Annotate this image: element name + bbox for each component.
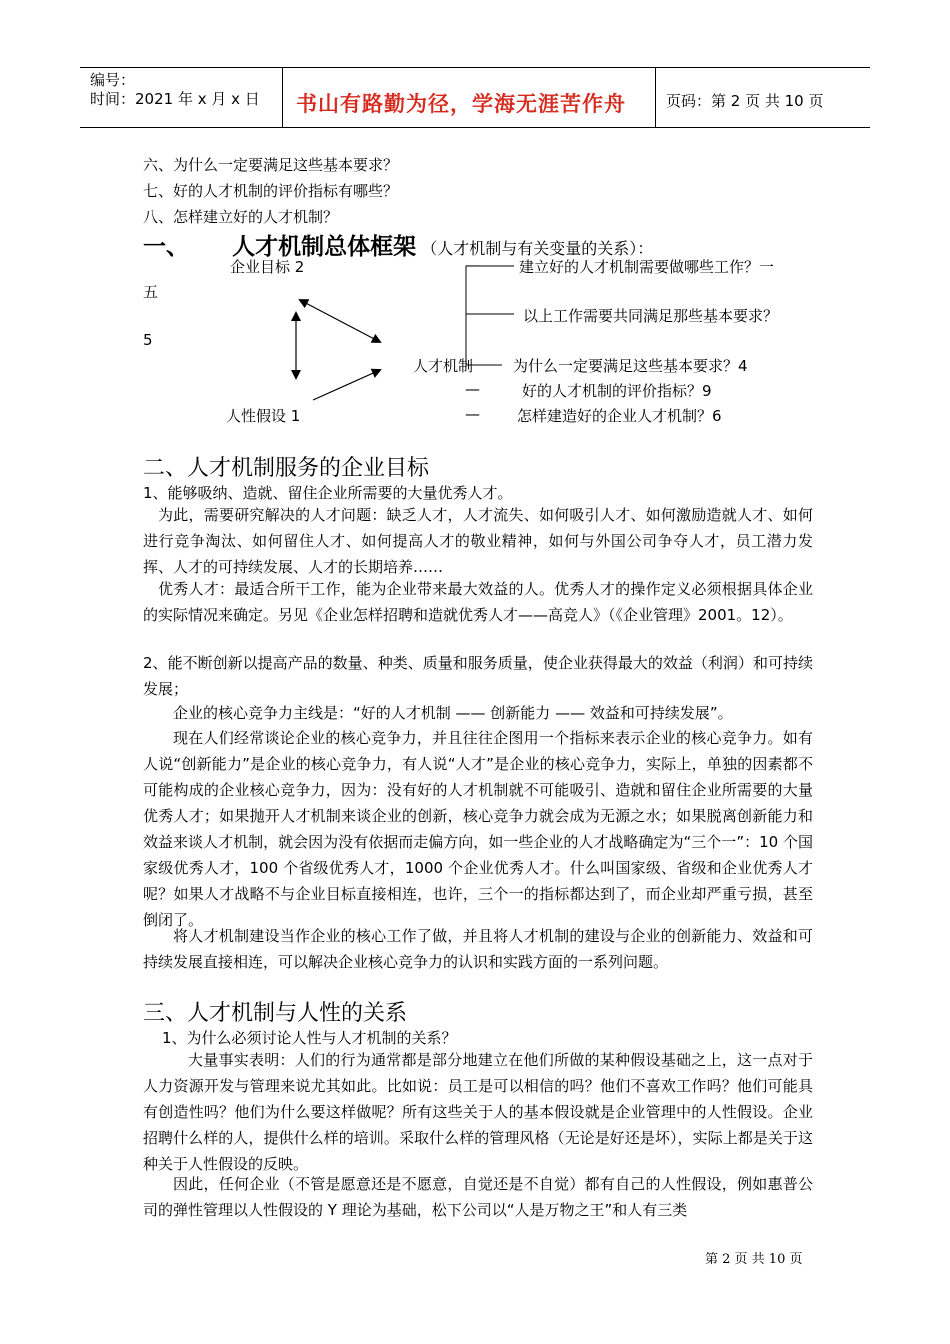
bracket-line	[466, 266, 514, 365]
question-6: 六、为什么一定要满足这些基本要求？	[143, 156, 399, 174]
question-8: 八、怎样建立好的人才机制？	[143, 208, 339, 226]
diagram-mechanism: 人才机制	[413, 357, 474, 375]
section3-p2: 因此，任何企业（不管是愿意还是不愿意，自觉还是不自觉）都有自己的人性假设，例如惠普公司的弹性管理以人性假设的 Y 理论为基础，松下公司以“人是万物之王”和人有三类	[143, 1175, 813, 1219]
diagram-item-3: 为什么一定要满足这些基本要求？4	[513, 357, 748, 375]
diagram-hypothesis: 人性假设 1	[226, 407, 301, 425]
section3-title: 三、人才机制与人性的关系	[143, 1001, 408, 1026]
time-label: 时间：2021 年 x 月 x 日	[90, 90, 260, 108]
section3-p1: 大量事实表明：人们的行为通常都是部分地建立在他们所做的某种假设基础之上，这一点对于人力资源开发与管理来说尤其如此。比如说：员工是可以相信的吗？他们不喜欢工作吗？他们可能具有创造性吗？他们为什么要这样做呢？所有这些关于人的基本假设就是企业管理中的人性假设。企业招聘什么样的人，提供什么样的培训。采取什么样的管理风格（无论是好还是坏），实际上都是关于这种关于人性假设的反映。	[143, 1051, 813, 1173]
diagram-goal: 企业目标 2	[230, 258, 305, 276]
arrow-hypothesis-mechanism	[313, 370, 380, 400]
question-7: 七、好的人才机制的评价指标有哪些？	[143, 182, 399, 200]
diagram-lines	[0, 0, 950, 450]
section2-p1: 1、能够吸纳、造就、留住企业所需要的大量优秀人才。	[143, 484, 513, 502]
diagram-item-1: 建立好的人才机制需要做哪些工作？一	[519, 258, 775, 276]
diagram-wu: 五	[143, 283, 159, 301]
page-code: 页码：第 2 页 共 10 页	[666, 92, 824, 110]
motto: 书山有路勤为径，学海无涯苦作舟	[296, 92, 626, 116]
diagram-dash-4: —	[465, 380, 480, 398]
section2-p2: 为此，需要研究解决的人才问题：缺乏人才，人才流失、如何吸引人才、如何激励造就人才、如何进行竞争淘汰、如何留住人才、如何提高人才的敬业精神，如何与外国公司争夺人才，员工潜力发挥、人才的可持续发展、人才的长期培养……	[143, 506, 813, 576]
section1-title: 人才机制总体框架	[232, 234, 417, 260]
section2-p7: 将人才机制建设当作企业的核心工作了做，并且将人才机制的建设与企业的创新能力、效益和可持续发展直接相连，可以解决企业核心竞争力的认识和实践方面的一系列问题。	[143, 927, 813, 971]
number-label: 编号：	[90, 71, 136, 89]
footer-page: 第 2 页 共 10 页	[705, 1252, 803, 1267]
section1-paren: （人才机制与有关变量的关系）：	[421, 239, 654, 258]
diagram-item-2: 以上工作需要共同满足那些基本要求？	[523, 307, 779, 325]
diagram-item-4: 好的人才机制的评价指标？9	[522, 382, 712, 400]
section2-p6: 现在人们经常谈论企业的核心竞争力，并且往往企图用一个指标来表示企业的核心竞争力。如有人说“创新能力”是企业的核心竞争力，有人说“人才”是企业的核心竞争力，实际上，单独的因素都不可能构成的企业核心竞争力，因为：没有好的人才机制就不可能吸引、造就和留住企业所需要的大量优秀人才；如果抛开人才机制来谈企业的创新，核心竞争力就会成为无源之水；如果脱离创新能力和效益来谈人才机制，就会因为没有依据而走偏方向，如一些企业的人才战略确定为“三个一”：10 个国家级优秀人才，100 个省级优秀人才，1000 个企业优秀人才。什么叫国家级、省级和企业优秀人才呢？如果人才战略不与企业目标直接相连，也许，三个一的指标都达到了，而企业却严重亏损，甚至倒闭了。	[143, 729, 813, 929]
section2-p4: 2、能不断创新以提高产品的数量、种类、质量和服务质量，使企业获得最大的效益（利润）和可持续发展；	[143, 654, 813, 698]
section3-q1: 1、为什么必须讨论人性与人才机制的关系？	[162, 1029, 457, 1047]
section1-num: 一、	[143, 234, 189, 260]
diagram-dash-5: —	[465, 405, 480, 423]
section2-p3: 优秀人才：最适合所干工作，能为企业带来最大效益的人。优秀人才的操作定义必须根据具体企业的实际情况来确定。另见《企业怎样招聘和造就优秀人才——高竞人》（《企业管理》2001。12）。	[143, 580, 813, 624]
diagram-dash-1: —	[465, 256, 480, 274]
arrow-goal-mechanism	[300, 300, 380, 342]
section2-p5: 企业的核心竞争力主线是：“好的人才机制 —— 创新能力 —— 效益和可持续发展”。	[173, 704, 733, 722]
section2-title: 二、人才机制服务的企业目标	[143, 456, 430, 481]
diagram-item-5: 怎样建造好的企业人才机制？6	[517, 407, 722, 425]
diagram-five: 5	[143, 331, 153, 349]
